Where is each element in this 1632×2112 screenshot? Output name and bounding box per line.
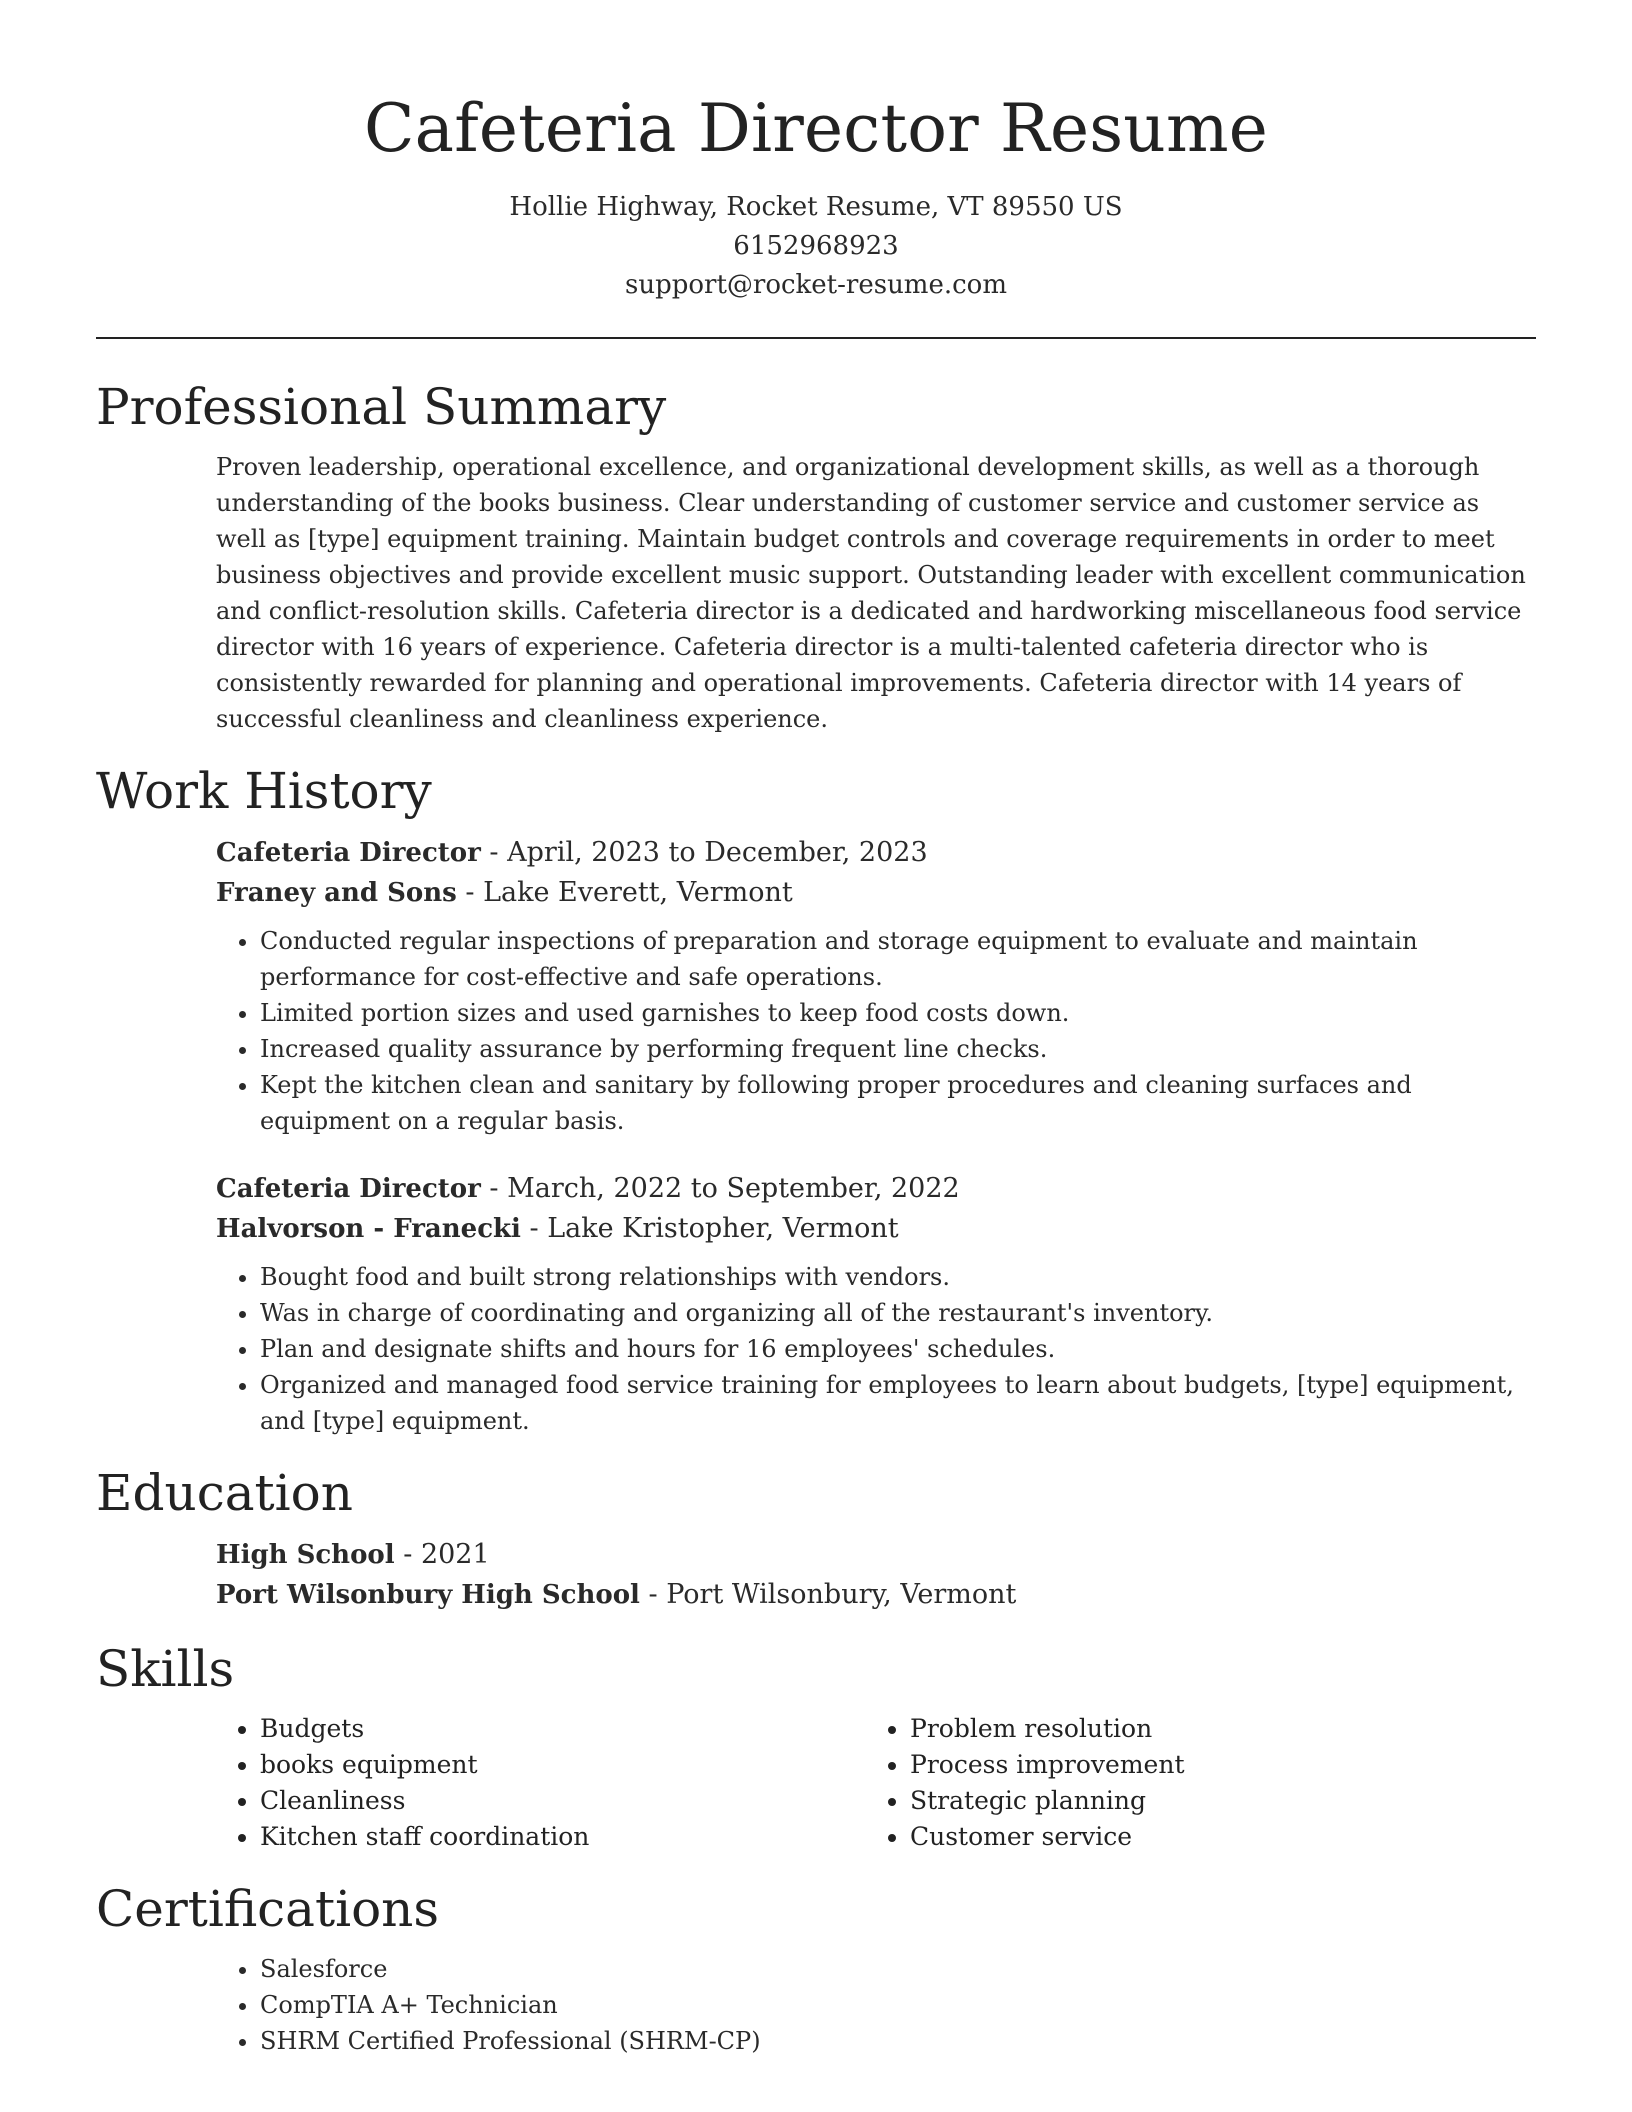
list-item: • Bought food and built strong relationships with vendors. xyxy=(260,1259,1536,1295)
header-divider xyxy=(96,337,1536,339)
contact-address: Hollie Highway, Rocket Resume, VT 89550 US xyxy=(509,192,1123,222)
skills-list xyxy=(866,1711,1516,1855)
work-history-heading: Work History xyxy=(96,762,432,820)
job-duties-list xyxy=(216,923,1536,1139)
job-company-line xyxy=(216,873,1536,913)
education-degree-line xyxy=(216,1535,1536,1575)
job-location: - Lake Everett, Vermont xyxy=(456,877,793,908)
education-year: - 2021 xyxy=(394,1539,490,1570)
job-entry xyxy=(216,1169,1536,1439)
skills-heading: Skills xyxy=(96,1640,235,1698)
list-item: • Organized and managed food service training for employees to learn about budgets, [type] equipment, and [type] equipment. xyxy=(260,1367,1536,1439)
list-item: • Conducted regular inspections of preparation and storage equipment to evaluate and maintain performance for cost-effective and safe operations. xyxy=(260,923,1536,995)
job-dates: - March, 2022 to September, 2022 xyxy=(480,1173,960,1204)
skills-section xyxy=(96,1637,1536,1855)
job-title-line xyxy=(216,1169,1536,1209)
job-dates: - April, 2023 to December, 2023 xyxy=(480,837,928,868)
contact-phone: 6152968923 xyxy=(733,231,899,261)
list-item: • Kept the kitchen clean and sanitary by following proper procedures and cleaning surfaces and equipment on a regular basis. xyxy=(260,1067,1536,1139)
skills-grid xyxy=(216,1701,1536,1855)
list-item: • Was in charge of coordinating and organizing all of the restaurant's inventory. xyxy=(260,1295,1536,1331)
list-item: • CompTIA A+ Technician xyxy=(260,1987,1536,2023)
job-duties-list xyxy=(216,1259,1536,1439)
education-degree: High School xyxy=(216,1540,395,1570)
list-item: • Strategic planning xyxy=(910,1783,1516,1819)
education-location: - Port Wilsonbury, Vermont xyxy=(639,1579,1017,1610)
job-title: Cafeteria Director xyxy=(216,838,481,868)
certifications-heading: Certifications xyxy=(96,1880,440,1938)
certifications-section xyxy=(96,1877,1536,2059)
list-item: • Customer service xyxy=(910,1819,1516,1855)
education-heading: Education xyxy=(96,1464,353,1522)
job-company: Halvorson - Franecki xyxy=(216,1214,521,1244)
job-location: - Lake Kristopher, Vermont xyxy=(520,1213,899,1244)
summary-heading: Professional Summary xyxy=(96,378,667,436)
resume-title: Cafeteria Director Resume xyxy=(363,90,1269,167)
contact-info xyxy=(96,188,1536,305)
list-item: • Cleanliness xyxy=(260,1783,866,1819)
list-item: • Kitchen staff coordination xyxy=(260,1819,866,1855)
job-company-line xyxy=(216,1209,1536,1249)
resume-header xyxy=(96,0,1536,305)
summary-text: Proven leadership, operational excellence, and organizational development skills, as well as a thorough understanding of the books business. Clear understanding of customer service and customer service as well as [type] equipment training. Maintain budget controls and coverage requirements in order to meet business objectives and provide excellent music support. Outstanding leader with excellent communication and conflict-resolution skills. Cafeteria director is a dedicated and hardworking miscellaneous food service director with 16 years of experience. Cafeteria director is a multi-talented cafeteria director who is consistently rewarded for planning and operational improvements. Cafeteria director with 14 years of successful cleanliness and cleanliness experience. xyxy=(216,453,1526,733)
education-section xyxy=(96,1461,1536,1615)
list-item: • Plan and designate shifts and hours for 16 employees' schedules. xyxy=(260,1331,1536,1367)
contact-email: support@rocket-resume.com xyxy=(624,270,1007,300)
list-item: • Problem resolution xyxy=(910,1711,1516,1747)
list-item: • SHRM Certified Professional (SHRM-CP) xyxy=(260,2023,1536,2059)
skills-column-left xyxy=(216,1701,866,1855)
list-item: • Salesforce xyxy=(260,1951,1536,1987)
education-school: Port Wilsonbury High School xyxy=(216,1580,640,1610)
list-item: • books equipment xyxy=(260,1747,866,1783)
education-school-line xyxy=(216,1575,1536,1615)
job-title: Cafeteria Director xyxy=(216,1174,481,1204)
list-item: • Limited portion sizes and used garnishes to keep food costs down. xyxy=(260,995,1536,1031)
list-item: • Budgets xyxy=(260,1711,866,1747)
list-item: • Increased quality assurance by performing frequent line checks. xyxy=(260,1031,1536,1067)
skills-column-right xyxy=(866,1701,1516,1855)
job-company: Franey and Sons xyxy=(216,878,457,908)
summary-section xyxy=(96,375,1536,737)
resume-page xyxy=(96,0,1536,2059)
skills-list xyxy=(216,1711,866,1855)
job-title-line xyxy=(216,833,1536,873)
job-entry xyxy=(216,833,1536,1139)
work-history-section xyxy=(96,759,1536,1439)
certifications-list xyxy=(216,1951,1536,2059)
list-item: • Process improvement xyxy=(910,1747,1516,1783)
